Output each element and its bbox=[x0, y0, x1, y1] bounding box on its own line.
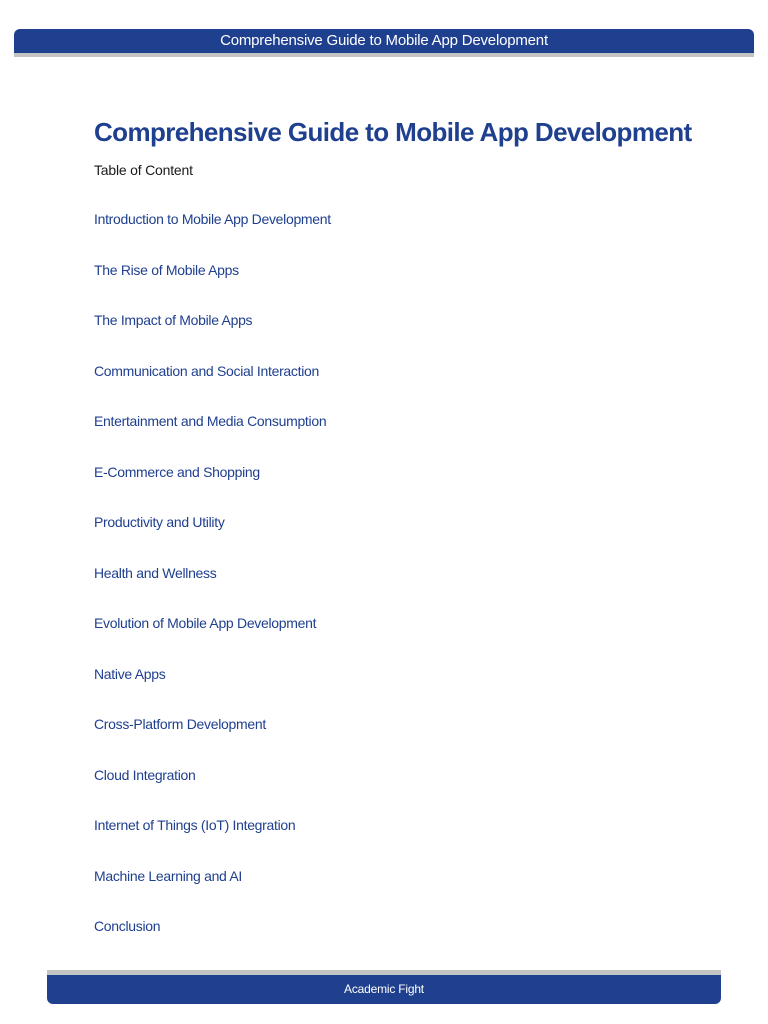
toc-link-iot-integration[interactable]: Internet of Things (IoT) Integration bbox=[94, 817, 296, 833]
running-footer bbox=[47, 970, 721, 1004]
toc-link-cross-platform[interactable]: Cross-Platform Development bbox=[94, 716, 266, 732]
toc-link-impact-of-mobile-apps[interactable]: The Impact of Mobile Apps bbox=[94, 312, 253, 328]
toc-item bbox=[94, 613, 316, 633]
toc-link-entertainment[interactable]: Entertainment and Media Consumption bbox=[94, 413, 327, 429]
toc-item bbox=[94, 411, 326, 431]
footer-text: Academic Fight bbox=[344, 982, 424, 996]
toc-link-productivity[interactable]: Productivity and Utility bbox=[94, 514, 225, 530]
toc-link-introduction[interactable]: Introduction to Mobile App Development bbox=[94, 211, 331, 227]
toc-item bbox=[94, 260, 239, 280]
document-title: Comprehensive Guide to Mobile App Development bbox=[94, 117, 692, 147]
toc-heading: Table of Content bbox=[94, 162, 193, 178]
toc-item bbox=[94, 361, 319, 381]
toc-item bbox=[94, 815, 295, 835]
toc-item bbox=[94, 209, 331, 229]
toc-link-rise-of-mobile-apps[interactable]: The Rise of Mobile Apps bbox=[94, 262, 239, 278]
toc-item bbox=[94, 866, 242, 886]
toc-item bbox=[94, 664, 165, 684]
toc-link-communication[interactable]: Communication and Social Interaction bbox=[94, 363, 319, 379]
toc-item bbox=[94, 462, 260, 482]
running-header-title: Comprehensive Guide to Mobile App Development bbox=[220, 32, 548, 49]
toc-link-e-commerce[interactable]: E-Commerce and Shopping bbox=[94, 464, 260, 480]
running-header bbox=[14, 29, 754, 57]
toc-item bbox=[94, 310, 252, 330]
toc-link-machine-learning[interactable]: Machine Learning and AI bbox=[94, 868, 242, 884]
toc-item bbox=[94, 563, 216, 583]
toc-link-cloud-integration[interactable]: Cloud Integration bbox=[94, 767, 196, 783]
toc-link-native-apps[interactable]: Native Apps bbox=[94, 666, 166, 682]
toc-link-conclusion[interactable]: Conclusion bbox=[94, 918, 161, 934]
toc-item bbox=[94, 916, 160, 936]
toc-link-health[interactable]: Health and Wellness bbox=[94, 565, 217, 581]
toc-item bbox=[94, 714, 266, 734]
toc-item bbox=[94, 765, 196, 785]
toc-item bbox=[94, 512, 225, 532]
toc-link-evolution[interactable]: Evolution of Mobile App Development bbox=[94, 615, 317, 631]
